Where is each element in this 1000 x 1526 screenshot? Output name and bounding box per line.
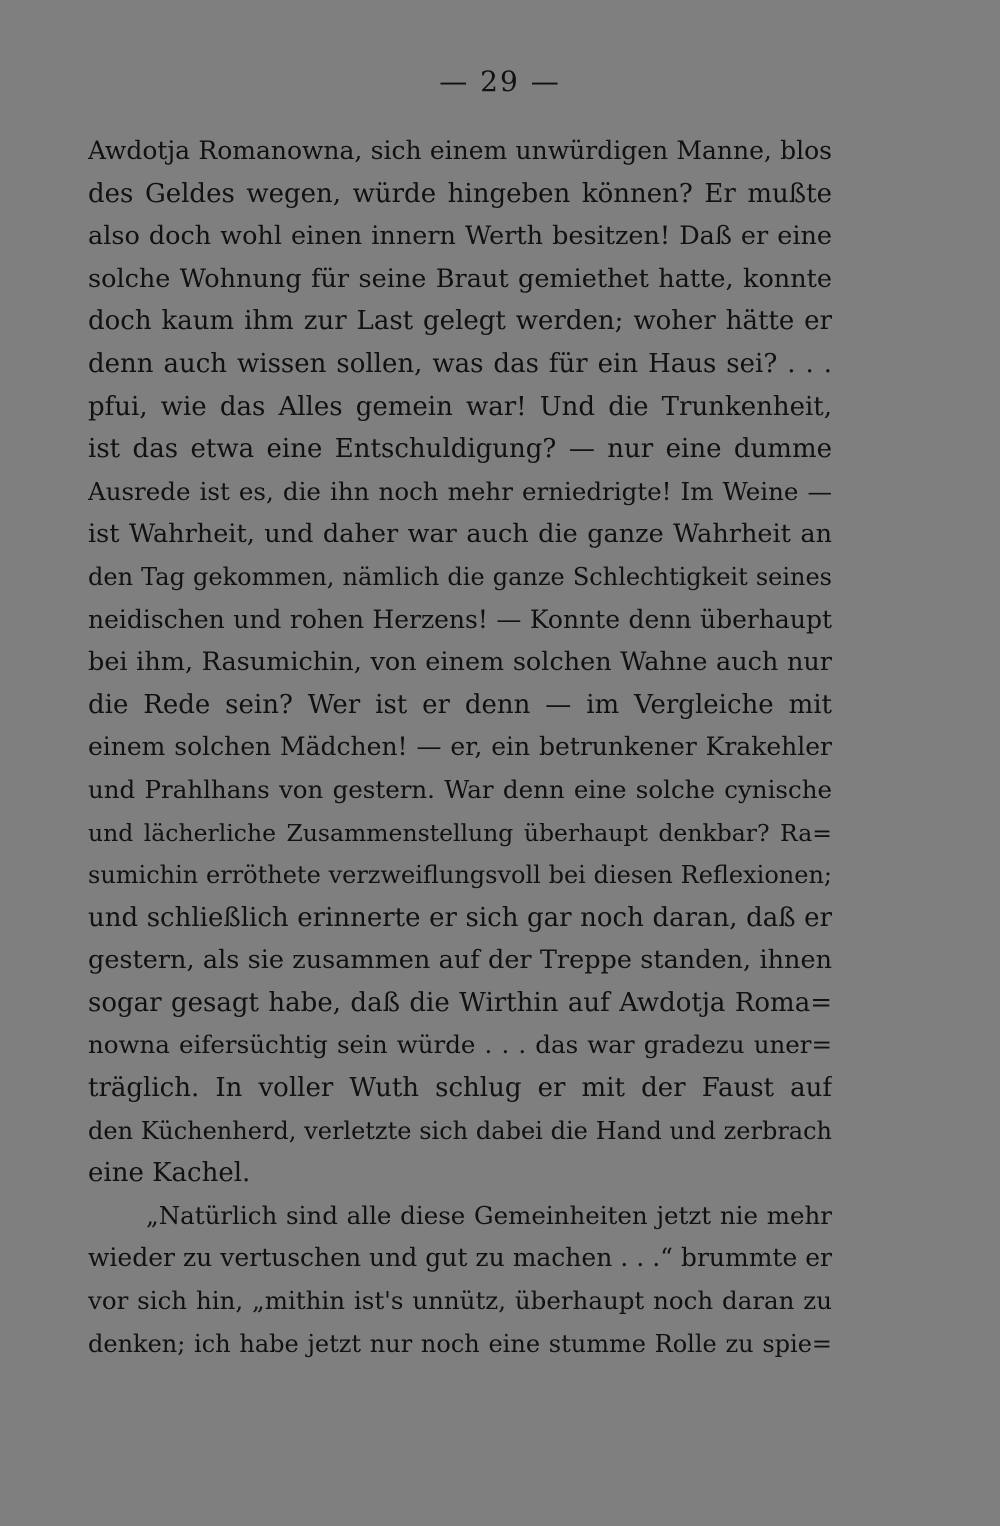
text-line: sogar gesagt habe, daß die Wirthin auf Awdotja Roma= (88, 987, 832, 1018)
text-line: bei ihm, Rasumichin, von einem solchen Wahne auch nur (88, 647, 832, 678)
text-line: den Küchenherd, verletzte sich dabei die Hand und zerbrach (88, 1116, 832, 1145)
text-line: sumichin erröthete verzweiflungsvoll bei diesen Reflexionen; (88, 861, 832, 890)
text-line: Ausrede ist es, die ihn noch mehr erniedrigte! Im Weine — (88, 476, 832, 506)
text-line: nowna eifersüchtig sein würde . . . das war gradezu uner= (88, 1030, 832, 1060)
text-line: einem solchen Mädchen! — er, ein betrunkener Krakehler (88, 732, 832, 762)
text-line: die Rede sein? Wer ist er denn — im Vergleiche mit (88, 689, 832, 720)
text-line: denken; ich habe jetzt nur noch eine stumme Rolle zu spie= (88, 1329, 832, 1358)
text-line: wieder zu vertuschen und gut zu machen . . .“ brummte er (88, 1243, 832, 1273)
text-line: und lächerliche Zusammenstellung überhaupt denkbar? Ra= (88, 818, 832, 847)
text-line: träglich. In voller Wuth schlug er mit der Faust auf (88, 1073, 832, 1104)
text-line-paragraph-start: „Natürlich sind alle diese Gemeinheiten jetzt nie mehr (146, 1200, 832, 1230)
text-line-paragraph-end: eine Kachel. (88, 1158, 251, 1189)
text-line: des Geldes wegen, würde hingeben können? Er mußte (88, 178, 832, 209)
page-number: — 29 — (439, 65, 561, 98)
text-line: und Prahlhans von gestern. War denn eine solche cynische (88, 774, 832, 804)
text-line: und schließlich erinnerte er sich gar noch daran, daß er (88, 902, 832, 933)
text-line: ist Wahrheit, und daher war auch die ganze Wahrheit an (88, 519, 832, 550)
text-line: doch kaum ihm zur Last gelegt werden; woher hätte er (88, 306, 832, 337)
text-line: Awdotja Romanowna, sich einem unwürdigen Manne, blos (88, 136, 832, 165)
body-text (88, 130, 832, 1365)
text-line: solche Wohnung für seine Braut gemiethet hatte, konnte (88, 263, 832, 294)
text-line: vor sich hin, „mithin ist's unnütz, überhaupt noch daran zu (88, 1286, 832, 1316)
text-line: gestern, als sie zusammen auf der Treppe standen, ihnen (88, 945, 832, 976)
text-line: also doch wohl einen innern Werth besitzen! Daß er eine (88, 221, 832, 252)
text-line: neidischen und rohen Herzens! — Konnte denn überhaupt (88, 604, 832, 634)
text-line: denn auch wissen sollen, was das für ein Haus sei? . . . (88, 348, 832, 379)
text-line: pfui, wie das Alles gemein war! Und die Trunkenheit, (88, 391, 832, 422)
text-line: den Tag gekommen, nämlich die ganze Schlechtigkeit seines (88, 562, 832, 591)
text-line: ist das etwa eine Entschuldigung? — nur eine dumme (88, 434, 832, 465)
